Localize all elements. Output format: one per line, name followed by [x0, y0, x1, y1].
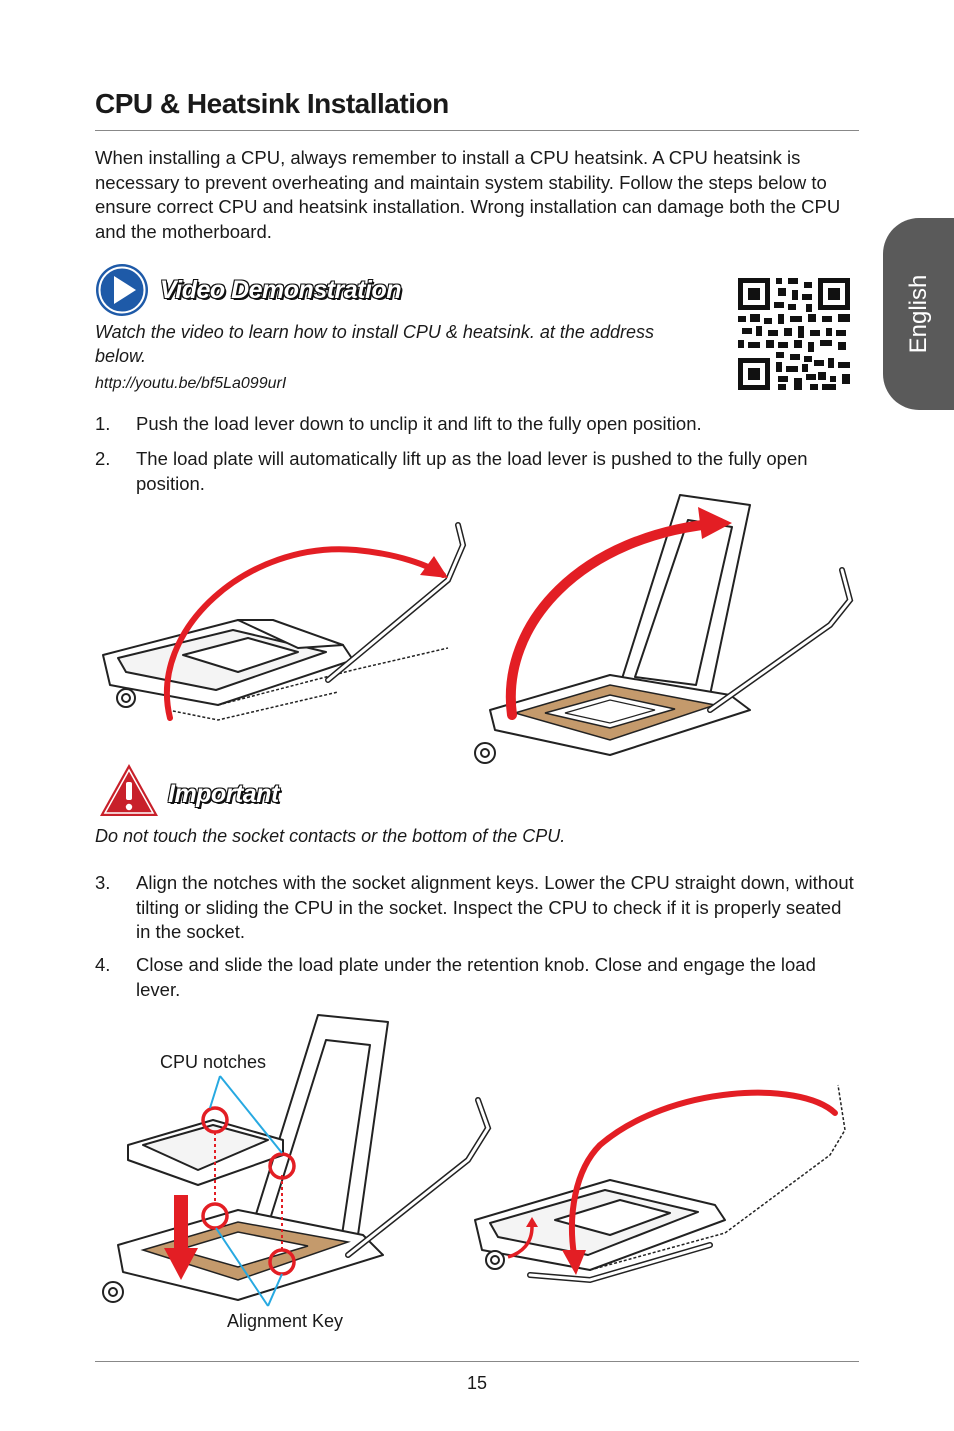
language-tab-label: English: [904, 274, 932, 354]
alignment-key-label: Alignment Key: [227, 1311, 344, 1331]
important-heading: Important: [168, 780, 279, 808]
step-3: [95, 871, 860, 945]
important-text: Do not touch the socket contacts or the bottom of the CPU.: [95, 826, 566, 846]
cpu-notches-label: CPU notches: [160, 1052, 267, 1072]
video-heading: Video Demonstration: [160, 276, 401, 304]
page-title: CPU & Heatsink Installation: [95, 88, 449, 119]
step-text: The load plate will automatically lift up as the load lever is pushed to the fully open position.: [136, 448, 808, 494]
language-tab[interactable]: [883, 218, 954, 410]
step-text: Push the load lever down to unclip it and lift to the fully open position.: [136, 413, 702, 434]
video-description: Watch the video to learn how to install CPU & heatsink. at the address below.: [95, 322, 654, 366]
page-number: 15: [466, 1373, 488, 1393]
step-text: Close and slide the load plate under the retention knob. Close and engage the load lever.: [136, 954, 816, 1000]
warning-icon: [98, 762, 160, 818]
step-number: 3.: [95, 872, 111, 893]
video-url[interactable]: http://youtu.be/bf5La099urI: [95, 375, 287, 392]
step-number: 4.: [95, 954, 111, 975]
intro-paragraph: When installing a CPU, always remember to install a CPU heatsink. A CPU heatsink is necessary to prevent overheating and maintain system stability. Follow the steps below to ensure correct CPU and heatsink installation. Wrong installation can damage both the CPU and the motherboard.: [95, 147, 841, 242]
socket-closing-illustration: [470, 1075, 855, 1290]
step-text: Align the notches with the socket alignment keys. Lower the CPU straight down, without tilting or sliding the CPU in the socket. Inspect the CPU to check if it is properly seated in the socket.: [136, 872, 854, 942]
qr-code-icon: [738, 278, 850, 390]
title-divider: [95, 130, 859, 131]
step-4: [95, 953, 860, 1002]
step-1: [95, 412, 860, 437]
socket-plate-open-illustration: [470, 485, 860, 780]
socket-lever-open-illustration: [98, 520, 478, 735]
play-icon[interactable]: [94, 262, 150, 318]
footer-divider: [95, 1361, 859, 1362]
step-number: 1.: [95, 413, 111, 434]
step-number: 2.: [95, 448, 111, 469]
cpu-insertion-illustration: [98, 1010, 498, 1315]
